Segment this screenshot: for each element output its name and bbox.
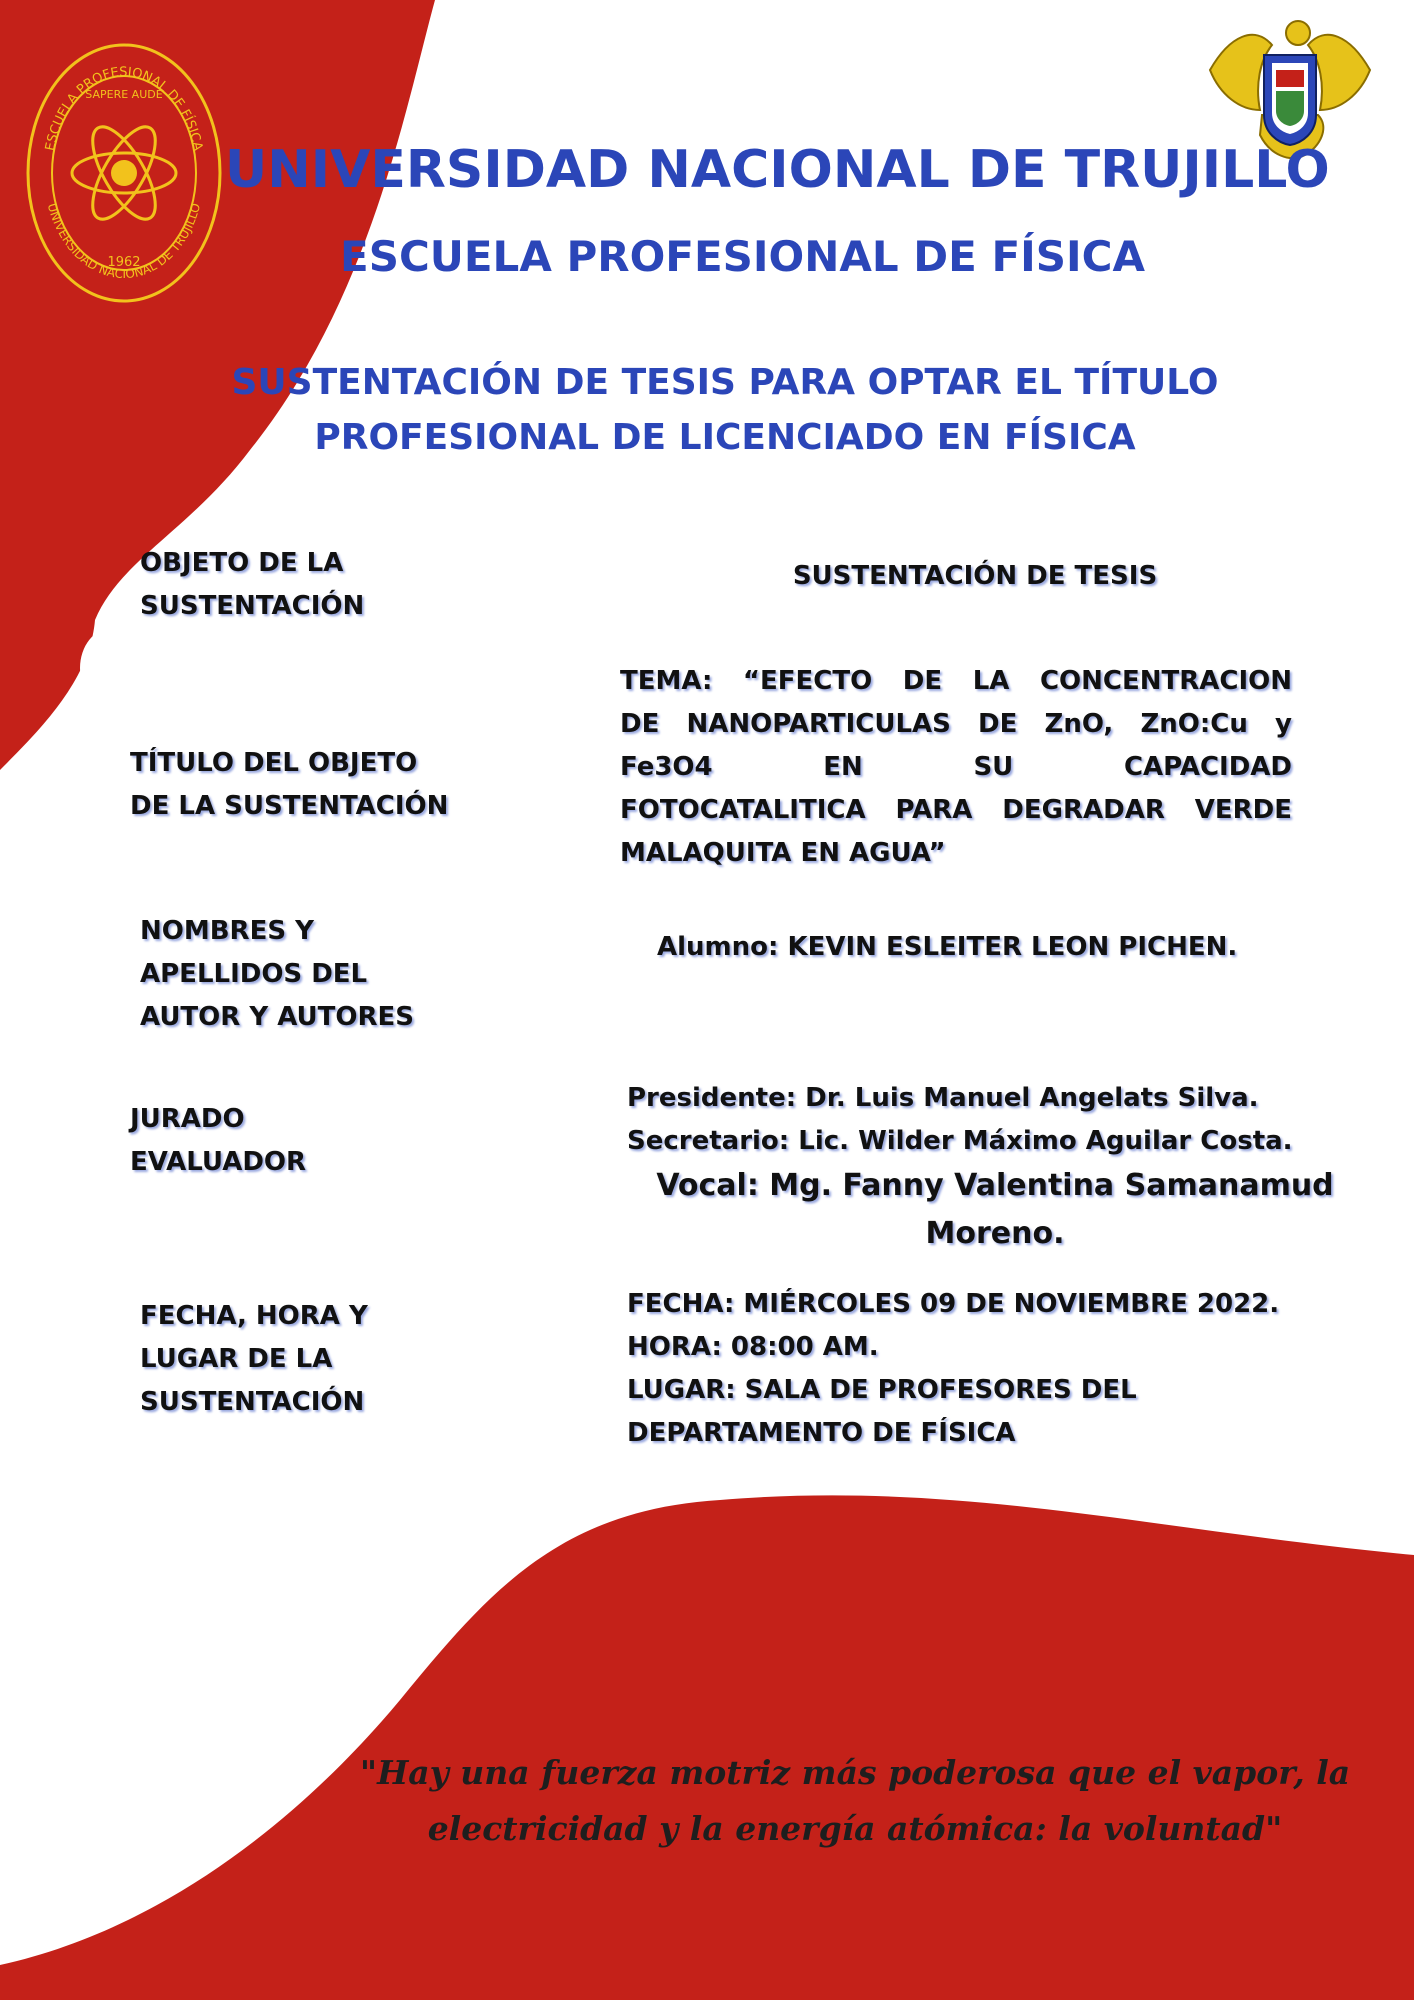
row-label-titulo: TÍTULO DEL OBJETO DE LA SUSTENTACIÓN xyxy=(130,748,449,821)
school-title: ESCUELA PROFESIONAL DE FÍSICA xyxy=(340,232,1145,281)
row-label-objeto: OBJETO DE LA SUSTENTACIÓN xyxy=(140,548,365,621)
jury-president: Presidente: Dr. Luis Manuel Angelats Silva. xyxy=(627,1083,1259,1113)
atom-seal-icon xyxy=(24,38,224,308)
jury-vocal: Vocal: Mg. Fanny Valentina Samanamud Moreno. xyxy=(656,1168,1334,1251)
row-label-autor: NOMBRES Y APELLIDOS DEL AUTOR Y AUTORES xyxy=(140,916,415,1032)
motivational-quote: "Hay una fuerza motriz más poderosa que el vapor, la electricidad y la energía atómica: la voluntad" xyxy=(359,1753,1351,1848)
atom-nucleus xyxy=(111,160,137,186)
subtitle-line: PROFESIONAL DE LICENCIADO EN FÍSICA xyxy=(314,417,1136,458)
event-date: FECHA: MIÉRCOLES 09 DE NOVIEMBRE 2022. xyxy=(627,1289,1280,1319)
event-subtitle xyxy=(150,355,1300,465)
event-place-cont: DEPARTAMENTO DE FÍSICA xyxy=(627,1418,1016,1448)
seal-motto: SAPERE AUDE xyxy=(85,88,163,101)
row-label-fecha: FECHA, HORA Y LUGAR DE LA SUSTENTACIÓN xyxy=(140,1301,368,1417)
seal-ring-bottom: UNIVERSIDAD NACIONAL DE TRUJILLO xyxy=(44,201,204,282)
university-title: UNIVERSIDAD NACIONAL DE TRUJILLO xyxy=(225,140,1330,200)
subtitle-line: SUSTENTACIÓN DE TESIS PARA OPTAR EL TÍTULO xyxy=(231,362,1219,403)
row-value-fecha xyxy=(627,1283,1357,1455)
seal-year: 1962 xyxy=(107,255,141,270)
row-value-objeto: SUSTENTACIÓN DE TESIS xyxy=(792,561,1158,591)
event-time: HORA: 08:00 AM. xyxy=(627,1332,879,1362)
event-place: LUGAR: SALA DE PROFESORES DEL xyxy=(627,1375,1137,1405)
wave-bump xyxy=(80,628,144,708)
row-value-jurado xyxy=(627,1077,1347,1163)
seal-ring-top: ESCUELA PROFESIONAL DE FÍSICA xyxy=(42,64,206,153)
row-label-jurado: JURADO EVALUADOR xyxy=(130,1104,307,1177)
row-value-alumno: Alumno: KEVIN ESLEITER LEON PICHEN. xyxy=(657,932,1238,962)
jury-secretary: Secretario: Lic. Wilder Máximo Aguilar Costa. xyxy=(627,1126,1293,1156)
row-value-tema: TEMA: “EFECTO DE LA CONCENTRACION DE NANOPARTICULAS DE ZnO, ZnO:Cu y Fe3O4 EN SU CAPACIDAD FOTOCATALITICA PARA DEGRADAR VERDE MALAQUITA EN AGUA” xyxy=(620,666,1292,868)
